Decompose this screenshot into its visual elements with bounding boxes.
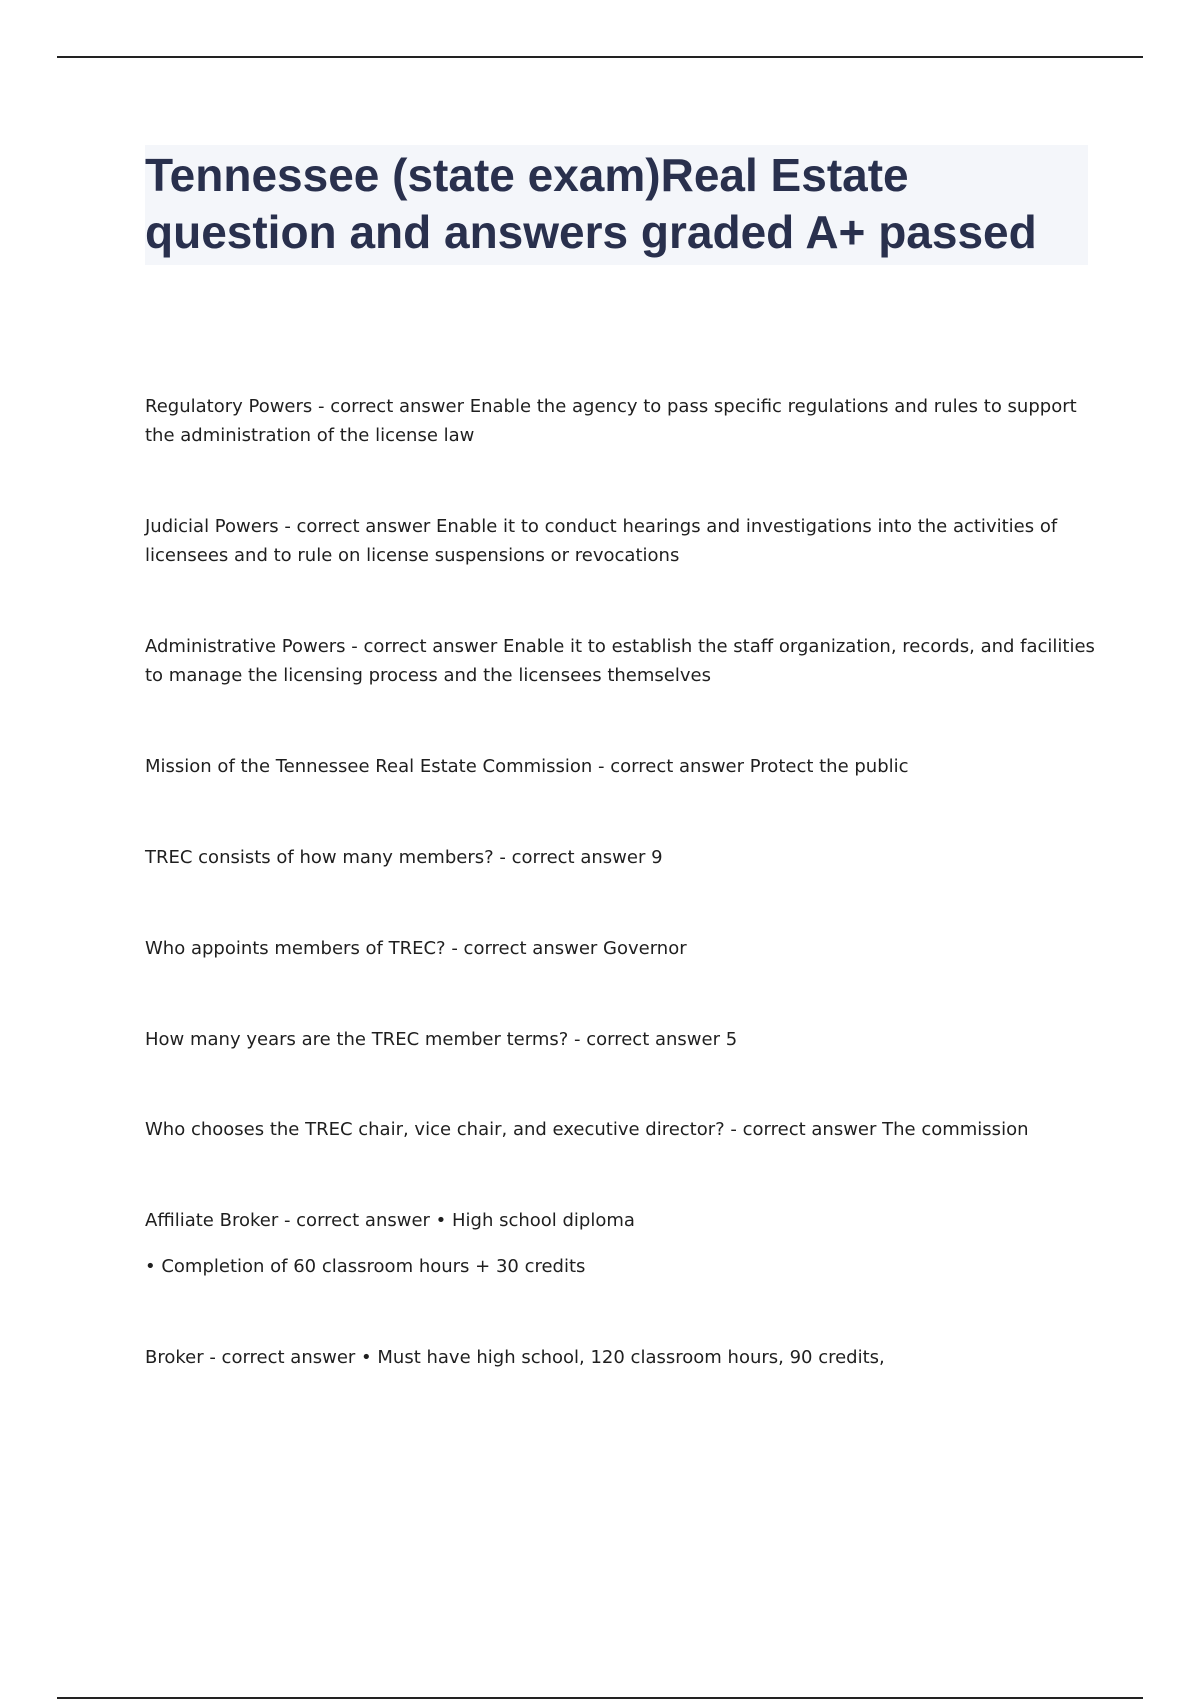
qa-line: Broker - correct answer • Must have high school, 120 classroom hours, 90 credits, (145, 1347, 885, 1368)
bottom-rule (57, 1697, 1143, 1699)
qa-line: TREC consists of how many members? - correct answer 9 (145, 847, 663, 868)
qa-line: Mission of the Tennessee Real Estate Commission - correct answer Protect the public (145, 756, 909, 777)
qa-line: Regulatory Powers - correct answer Enable the agency to pass specific regulations and rules to support (145, 396, 1077, 417)
qa-line: How many years are the TREC member terms? - correct answer 5 (145, 1029, 738, 1050)
qa-line: Affiliate Broker - correct answer • High school diploma (145, 1210, 635, 1231)
qa-line: Judicial Powers - correct answer Enable it to conduct hearings and investigations into the activities of (145, 516, 1058, 537)
qa-item-trec-members (145, 843, 1090, 872)
qa-item-administrative-powers (145, 632, 1095, 690)
qa-line: the administration of the license law (145, 425, 475, 446)
top-rule (57, 56, 1143, 58)
qa-line: licensees and to rule on license suspensions or revocations (145, 545, 680, 566)
title-line-2: question and answers graded A+ passed (145, 206, 1037, 258)
qa-item-broker (145, 1343, 1090, 1372)
qa-line: Who chooses the TREC chair, vice chair, and executive director? - correct answer The commission (145, 1119, 1029, 1140)
qa-line: Who appoints members of TREC? - correct answer Governor (145, 938, 687, 959)
qa-line: to manage the licensing process and the licensees themselves (145, 665, 711, 686)
qa-line: Administrative Powers - correct answer Enable it to establish the staff organization, records, and facilities (145, 636, 1095, 657)
qa-item-affiliate-broker (145, 1206, 1090, 1281)
document-title (145, 145, 1088, 265)
title-line-1: Tennessee (state exam)Real Estate (145, 149, 909, 201)
qa-item-mission (145, 752, 1090, 781)
qa-item-trec-terms (145, 1025, 1090, 1054)
qa-item-judicial-powers (145, 512, 1090, 570)
qa-item-trec-appoints (145, 934, 1090, 963)
qa-line: • Completion of 60 classroom hours + 30 credits (145, 1256, 586, 1277)
qa-item-regulatory-powers (145, 392, 1090, 450)
qa-item-trec-chair (145, 1115, 1090, 1144)
